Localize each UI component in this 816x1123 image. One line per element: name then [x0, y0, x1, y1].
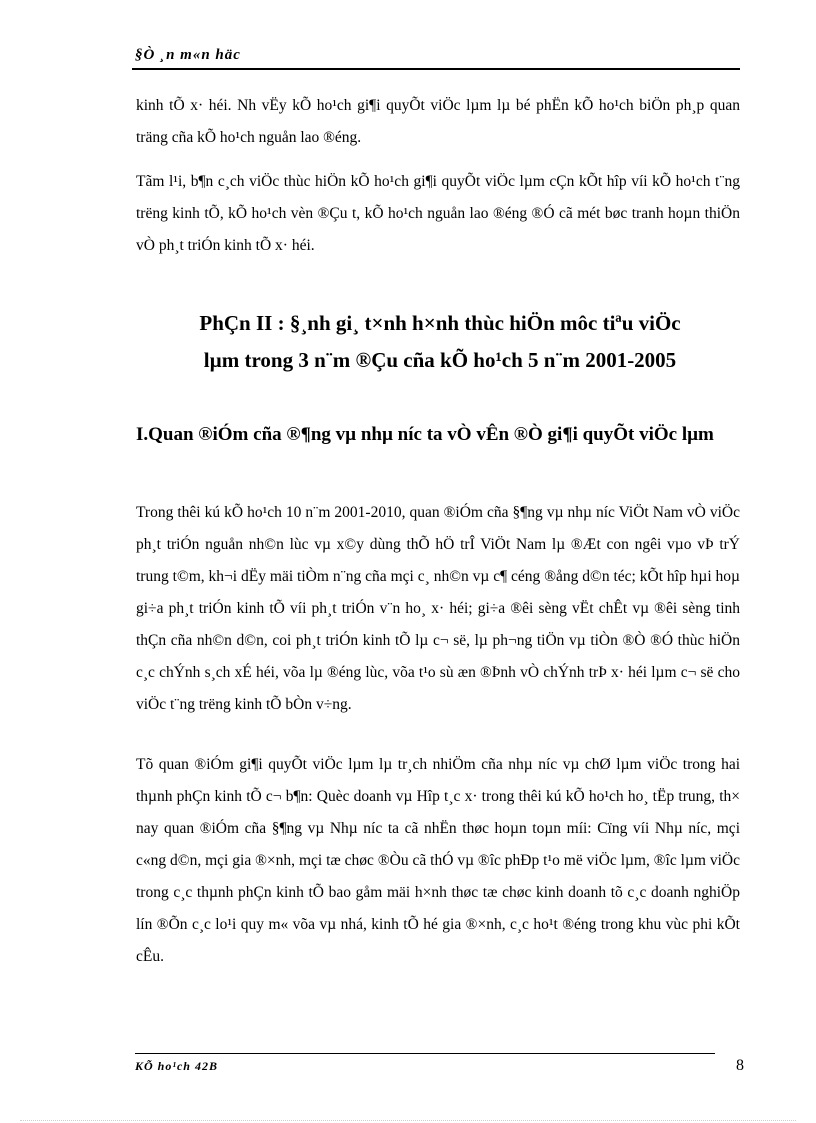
footer-divider [135, 1053, 715, 1054]
page-bottom-border [20, 1120, 796, 1121]
footer-label: KÕ ho¹ch 42B [135, 1059, 218, 1073]
paragraph-2: Tãm l¹i, b¶n c¸ch viÖc thùc hiÖn kÕ ho¹ch gi¶i quyÕt viÖc lµm cÇn kÕt hîp víi kÕ ho¹ch t¨ng trëng kinh tÕ, kÕ ho¹ch vèn ®Çu t, kÕ ho¹ch nguån lao ®éng ®Ó cã mét bøc tranh hoµn thiÖn vÒ ph¸t triÓn kinh tÕ x· héi. [136, 173, 740, 254]
paragraph-3: Trong thêi kú kÕ ho¹ch 10 n¨m 2001-2010, quan ®iÓm cña §¶ng vµ nhµ níc ViÖt Nam vÒ viÖc ph¸t triÓn nguån nh©n lùc vµ x©y dùng thÕ hÖ trÎ ViÖt Nam lµ ®Æt con ngêi vµo vÞ trÝ trung t©m, kh¬i dËy mäi tiÒm n¨ng cña mçi c¸ nh©n vµ c¶ céng ®ång d©n téc; kÕt hîp hµi hoµ gi÷a ph¸t triÓn kinh tÕ víi ph¸t triÓn v¨n ho¸ x· héi; gi÷a ®êi sèng vËt chÊt vµ ®êi sèng tinh thÇn cña nh©n d©n, coi ph¸t triÓn kinh tÕ lµ c¬ së, lµ ph¬ng tiÖn vµ tiÒn ®Ò ®Ó thùc hiÖn c¸c chÝnh s¸ch xÉ héi, võa lµ ®éng lùc, võa t¹o sù æn ®Þnh vÒ chÝnh trÞ x· héi lµm c¬ së cho viÖc t¨ng trëng kinh tÕ bÒn v÷ng. [136, 504, 740, 713]
section-heading: I.Quan ®iÓm cña ®¶ng vµ nhµ níc ta vÒ vÊn ®Ò gi¶i quyÕt viÖc lµm [136, 424, 714, 445]
paragraph-4: Tõ quan ®iÓm gi¶i quyÕt viÖc lµm lµ tr¸ch nhiÖm cña nhµ níc vµ chØ lµm viÖc trong hai thµnh phÇn kinh tÕ c¬ b¶n: Quèc doanh vµ Hîp t¸c x· trong thêi kú kÕ ho¹ch ho¸ tËp trung, th× nay quan ®iÓm cña §¶ng vµ Nhµ níc ta cã nhËn thøc hoµn toµn míi: Cïng víi Nhµ níc, mçi c«ng d©n, mçi gia ®×nh, mçi tæ chøc ®Òu cã thÓ vµ ®îc phÐp t¹o më viÖc lµm, ®îc lµm viÖc trong c¸c thµnh phÇn kinh tÕ bao gåm mäi h×nh thøc tæ chøc kinh doanh tõ c¸c doanh nghiÖp lín ®Õn c¸c lo¹i quy m« võa vµ nhá, kinh tÕ hé gia ®×nh, c¸c ho¹t ®éng trong khu vùc phi kÕt cÊu. [136, 756, 740, 965]
page-number: 8 [736, 1057, 744, 1074]
page-header-title: §Ò ¸n m«n häc [135, 47, 241, 63]
header-divider [132, 68, 740, 70]
part-heading [100, 305, 780, 379]
paragraph-1: kinh tÕ x· héi. Nh vËy kÕ ho¹ch gi¶i quyÕt viÖc lµm lµ bé phËn kÕ ho¹ch biÖn ph¸p quan träng cña kÕ ho¹ch nguån lao ®éng. [136, 97, 740, 146]
part-heading-line-2: lµm trong 3 n¨m ®Çu cña kÕ ho¹ch 5 n¨m 2001-2005 [203, 348, 677, 372]
part-heading-line-1: PhÇn II : §¸nh gi¸ t×nh h×nh thùc hiÖn môc tiªu viÖc [199, 311, 681, 335]
